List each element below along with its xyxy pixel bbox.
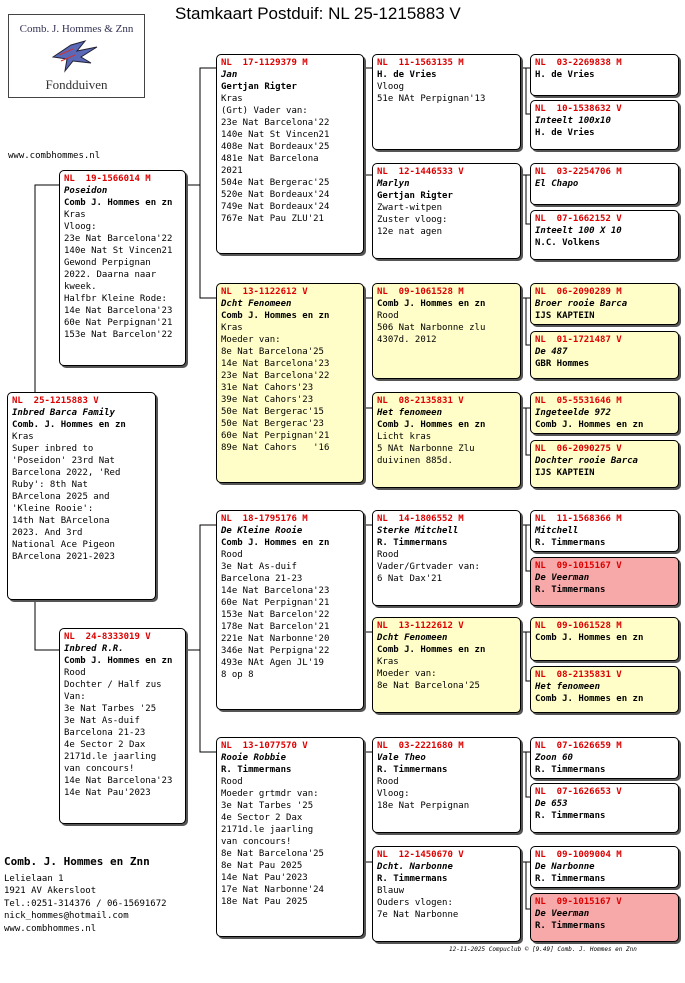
detail-line: 2022. Daarna naar [64, 270, 157, 280]
bird-name: Zoon 60 [535, 753, 573, 763]
bird-name: Dcht. Narbonne [377, 862, 453, 872]
detail-line: 23e Nat Barcelona'22 [221, 371, 330, 381]
detail-line: 14th Nat BArcelona [12, 516, 110, 526]
bird-card-main[interactable] [7, 392, 156, 600]
detail-line: 14e Nat Pau'2023 [221, 873, 308, 883]
detail-line: 140e Nat St Vincen21 [221, 130, 330, 140]
bird-name: De 487 [535, 347, 568, 357]
bird-details [64, 667, 181, 799]
bird-owner: R. Timmermans [377, 538, 448, 548]
detail-line: 39e Nat Cahors'23 [221, 395, 314, 405]
bird-name: Dcht Fenomeen [221, 299, 292, 309]
bird-card-fmm[interactable] [372, 392, 521, 488]
bird-name: Inbred Barca Family [12, 408, 115, 418]
bird-name: De Narbonne [535, 862, 595, 872]
detail-line: 'Kleine Rooie': [12, 504, 94, 514]
bird-owner: Gertjan Rigter [377, 191, 453, 201]
bird-owner: Gertjan Rigter [221, 82, 297, 92]
detail-line: Dochter / Half zus [64, 680, 162, 690]
detail-line: National Ace Pigeon [12, 540, 115, 550]
detail-line: Zwart-witpen [377, 203, 443, 213]
detail-line: 749e Nat Bordeaux'24 [221, 202, 330, 212]
bird-owner: H. de Vries [535, 70, 595, 80]
detail-line: Kras [64, 210, 86, 220]
detail-line: 'Poseidon' 23rd Nat [12, 456, 115, 466]
bird-details [377, 656, 516, 692]
bird-card-ffm[interactable] [372, 163, 521, 259]
bird-owner: Comb J. Hommes en zn [64, 198, 173, 208]
detail-line: 520e Nat Bordeaux'24 [221, 190, 330, 200]
detail-line: Kras [221, 323, 243, 333]
bird-details [377, 81, 516, 105]
website-link[interactable]: www.combhommes.nl [8, 151, 101, 161]
detail-line: 4307d. 2012 [377, 335, 437, 345]
bird-details [377, 885, 516, 921]
detail-line: Vloog: [377, 789, 410, 799]
bird-name: Vale Theo [377, 753, 426, 763]
detail-line: 4e Sector 2 Dax [221, 813, 303, 823]
detail-line: 12e nat agen [377, 227, 443, 237]
ring-number: NL 07-1626659 M [535, 741, 622, 751]
bird-card-g6[interactable] [530, 331, 679, 379]
ring-number: NL 03-2254706 M [535, 167, 622, 177]
detail-line: 3e Nat As-duif [221, 562, 297, 572]
detail-line: 2171d.le jaarling [221, 825, 314, 835]
bird-owner: R. Timmermans [535, 811, 606, 821]
detail-line: 51e NAt Perpignan'13 [377, 94, 486, 104]
bird-details [377, 431, 516, 467]
bird-owner: Comb J. Hommes en zn [535, 420, 644, 430]
bird-owner: Comb J. Hommes en zn [377, 420, 486, 430]
ring-number: NL 09-1015167 V [535, 897, 622, 907]
detail-line: 8e Nat Pau 2025 [221, 861, 303, 871]
detail-line: van concours! [221, 837, 292, 847]
ring-number: NL 06-2090275 V [535, 444, 622, 454]
detail-line: 8e Nat Barcelona'25 [221, 849, 324, 859]
bird-owner: H. de Vries [535, 128, 595, 138]
bird-name: Dcht Fenomeen [377, 633, 448, 643]
detail-line: 23e Nat Barcelona'22 [221, 118, 330, 128]
detail-line: 346e Nat Perpigna'22 [221, 646, 330, 656]
detail-line: Moeder van: [221, 335, 281, 345]
bird-owner: Comb J. Hommes en zn [377, 299, 486, 309]
detail-line: 2021 [221, 166, 243, 176]
ring-number: NL 07-1662152 V [535, 214, 622, 224]
bird-name: Sterke Mitchell [377, 526, 459, 536]
bird-owner: GBR Hommes [535, 359, 590, 369]
ring-number: NL 12-1446533 V [377, 167, 464, 177]
detail-line: 153e Nat Barcelon'22 [64, 330, 173, 340]
ring-number: NL 19-1566014 M [64, 174, 151, 184]
ring-number: NL 03-2221680 M [377, 741, 464, 751]
bird-name: De 653 [535, 799, 568, 809]
detail-line: 14e Nat Barcelona'23 [221, 586, 330, 596]
ring-number: NL 09-1015167 V [535, 561, 622, 571]
footer-credit: 12-11-2025 Compuclub © [9.49] Comb. J. Hommes en Znn [449, 946, 637, 953]
detail-line: 504e Nat Bergerac'25 [221, 178, 330, 188]
bird-name: Poseidon [64, 186, 108, 196]
logo-text-bottom: Fondduiven [45, 77, 108, 92]
bird-owner: R. Timmermans [377, 765, 448, 775]
ring-number: NL 25-1215883 V [12, 396, 99, 406]
bird-details [377, 202, 516, 238]
bird-details [64, 209, 181, 341]
detail-line: 8e Nat Barcelona'25 [221, 347, 324, 357]
ring-number: NL 13-1077570 V [221, 741, 308, 751]
detail-line: Rood [64, 668, 86, 678]
detail-line: Rood [377, 311, 399, 321]
bird-owner: R. Timmermans [535, 538, 606, 548]
detail-line: 481e Nat Barcelona [221, 154, 319, 164]
ring-number: NL 14-1806552 M [377, 514, 464, 524]
detail-line: 493e NAt Agen JL'19 [221, 658, 324, 668]
detail-line: Zuster vloog: [377, 215, 448, 225]
bird-card-mmf[interactable] [372, 737, 521, 833]
bird-name: Marlyn [377, 179, 410, 189]
bird-name: De Veerman [535, 573, 590, 583]
detail-line: van concours! [64, 764, 135, 774]
page-title: Stamkaart Postduif: NL 25-1215883 V [175, 4, 461, 23]
bird-details [221, 776, 359, 908]
detail-line: 3e Nat Tarbes '25 [221, 801, 314, 811]
bird-card-g1[interactable] [530, 54, 679, 96]
bird-name: Rooie Robbie [221, 753, 287, 763]
detail-line: 60e Nat Perpignan'21 [221, 431, 330, 441]
detail-line: 221e Nat Narbonne'20 [221, 634, 330, 644]
bird-owner: Comb J. Hommes en zn [64, 656, 173, 666]
detail-line: Moeder grtmdr van: [221, 789, 319, 799]
detail-line: 31e Nat Cahors'23 [221, 383, 314, 393]
owner-address: Lelielaan 1 [4, 873, 64, 884]
detail-line: Rood [377, 777, 399, 787]
bird-card-mother[interactable] [59, 628, 186, 824]
detail-line: Rood [221, 550, 243, 560]
bird-card-g3[interactable] [530, 163, 679, 205]
bird-details [377, 310, 516, 346]
detail-line: 18e Nat Pau 2025 [221, 897, 308, 907]
ring-number: NL 17-1129379 M [221, 58, 308, 68]
ring-number: NL 08-2135831 V [535, 670, 622, 680]
detail-line: Ruby': 8th Nat [12, 480, 88, 490]
detail-line: 17e Nat Narbonne'24 [221, 885, 324, 895]
ring-number: NL 03-2269838 M [535, 58, 622, 68]
detail-line: 3e Nat Tarbes '25 [64, 704, 157, 714]
detail-line: 60e Nat Perpignan'21 [221, 598, 330, 608]
owner-email[interactable]: nick_hommes@hotmail.com [4, 911, 129, 921]
bird-card-mm[interactable] [216, 737, 364, 937]
bird-card-g12[interactable] [530, 666, 679, 713]
detail-line: 89e Nat Cahors '16 [221, 443, 330, 453]
detail-line: 3e Nat As-duif [64, 716, 140, 726]
bird-owner: R. Timmermans [535, 921, 606, 931]
bird-card-fm[interactable] [216, 283, 364, 483]
bird-owner: Comb. J. Hommes en zn [12, 420, 126, 430]
bird-owner: IJS KAPTEIN [535, 311, 595, 321]
detail-line: 153e Nat Barcelon'22 [221, 610, 330, 620]
bird-name: Jan [221, 70, 238, 80]
bird-owner: R. Timmermans [535, 765, 606, 775]
bird-name: Het fenomeen [535, 682, 601, 692]
ring-number: NL 05-5531646 M [535, 396, 622, 406]
ring-number: NL 01-1721487 V [535, 335, 622, 345]
owner-phone: Tel.:0251-314376 / 06-15691672 [4, 898, 167, 909]
bird-owner: Comb J. Hommes en zn [535, 633, 644, 643]
detail-line: Super inbred to [12, 444, 94, 454]
bird-card-g8[interactable] [530, 440, 679, 488]
bird-details [377, 776, 516, 812]
detail-line: Gewond Perpignan [64, 258, 151, 268]
detail-line: Halfbr Kleine Rode: [64, 294, 167, 304]
bird-owner: R. Timmermans [377, 874, 448, 884]
detail-line: Vader/Grtvader van: [377, 562, 480, 572]
detail-line: 8 op 8 [221, 670, 254, 680]
bird-name: Inbred R.R. [64, 644, 124, 654]
ring-number: NL 12-1450670 V [377, 850, 464, 860]
detail-line: duivinen 885d. [377, 456, 453, 466]
detail-line: Moeder van: [377, 669, 437, 679]
detail-line: Barcelona 21-23 [221, 574, 303, 584]
detail-line: 178e Nat Barcelon'21 [221, 622, 330, 632]
detail-line: (Grt) Vader van: [221, 106, 308, 116]
detail-line: 506 Nat Narbonne zlu [377, 323, 486, 333]
owner-city: 1921 AV Akersloot [4, 886, 97, 896]
ring-number: NL 13-1122612 V [377, 621, 464, 631]
bird-card-g5[interactable] [530, 283, 679, 325]
detail-line: BArcelona 2021-2023 [12, 552, 115, 562]
detail-line: BArcelona 2025 and [12, 492, 110, 502]
detail-line: Blauw [377, 886, 405, 896]
detail-line: Vloog: [64, 222, 97, 232]
bird-name: De Veerman [535, 909, 590, 919]
detail-line: 5 NAt Narbonne Zlu [377, 444, 475, 454]
detail-line: 8e Nat Barcelona'25 [377, 681, 480, 691]
bird-details [377, 549, 516, 585]
ring-number: NL 18-1795176 M [221, 514, 308, 524]
detail-line: 2023. And 3rd [12, 528, 83, 538]
bird-owner: R. Timmermans [535, 874, 606, 884]
detail-line: Kras [221, 94, 243, 104]
bird-card-mf[interactable] [216, 510, 364, 710]
bird-card-fmf[interactable] [372, 283, 521, 379]
ring-number: NL 09-1061528 M [377, 287, 464, 297]
detail-line: 767e Nat Pau ZLU'21 [221, 214, 324, 224]
bird-card-ff[interactable] [216, 54, 364, 254]
bird-name: Inteelt 100 X 10 [535, 226, 622, 236]
bird-card-g16[interactable] [530, 893, 679, 942]
ring-number: NL 09-1061528 M [535, 621, 622, 631]
detail-line: Rood [221, 777, 243, 787]
bird-details [12, 431, 151, 563]
ring-number: NL 08-2135831 V [377, 396, 464, 406]
bird-card-g2[interactable] [530, 100, 679, 150]
bird-details [221, 322, 359, 454]
detail-line: 60e Nat Perpignan'21 [64, 318, 173, 328]
bird-name: De Kleine Rooie [221, 526, 303, 536]
bird-name: Inteelt 100x10 [535, 116, 611, 126]
ring-number: NL 11-1563135 M [377, 58, 464, 68]
bird-details [221, 549, 359, 681]
bird-owner: R. Timmermans [535, 585, 606, 595]
bird-owner: Comb J. Hommes en zn [377, 645, 486, 655]
detail-line: Rood [377, 550, 399, 560]
ring-number: NL 13-1122612 V [221, 287, 308, 297]
bird-owner: Comb J. Hommes en zn [221, 311, 330, 321]
bird-card-mmm[interactable] [372, 846, 521, 942]
bird-name: El Chapo [535, 179, 579, 189]
ring-number: NL 09-1009004 M [535, 850, 622, 860]
bird-card-g11[interactable] [530, 617, 679, 661]
detail-line: 18e Nat Perpignan [377, 801, 470, 811]
detail-line: 50e Nat Bergerac'23 [221, 419, 324, 429]
owner-info [4, 856, 167, 935]
bird-name: Broer rooie Barca [535, 299, 628, 309]
detail-line: 7e Nat Narbonne [377, 910, 459, 920]
bird-card-g15[interactable] [530, 846, 679, 888]
bird-card-fff[interactable] [372, 54, 521, 150]
bird-card-g7[interactable] [530, 392, 679, 434]
detail-line: 2171d.le jaarling [64, 752, 157, 762]
owner-name: Comb. J. Hommes en Znn [4, 855, 150, 868]
detail-line: 50e Nat Bergerac'15 [221, 407, 324, 417]
detail-line: 140e Nat St Vincen21 [64, 246, 173, 256]
detail-line: 14e Nat Barcelona'23 [64, 776, 173, 786]
detail-line: 4e Sector 2 Dax [64, 740, 146, 750]
detail-line: Barcelona 21-23 [64, 728, 146, 738]
detail-line: Vloog [377, 82, 405, 92]
bird-owner: N.C. Volkens [535, 238, 601, 248]
detail-line: 14e Nat Pau'2023 [64, 788, 151, 798]
bird-name: Mitchell [535, 526, 579, 536]
detail-line: kweek. [64, 282, 97, 292]
bird-owner: R. Timmermans [221, 765, 292, 775]
bird-owner: Comb J. Hommes en zn [221, 538, 330, 548]
bird-owner: Comb J. Hommes en zn [535, 694, 644, 704]
ring-number: NL 24-8333019 V [64, 632, 151, 642]
bird-card-father[interactable] [59, 170, 186, 366]
ring-number: NL 11-1568366 M [535, 514, 622, 524]
owner-website[interactable]: www.combhommes.nl [4, 923, 97, 934]
bird-name: Dochter rooie Barca [535, 456, 638, 466]
bird-card-g14[interactable] [530, 783, 679, 833]
bird-owner: IJS KAPTEIN [535, 468, 595, 478]
bird-owner: H. de Vries [377, 70, 437, 80]
detail-line: 408e Nat Bordeaux'25 [221, 142, 330, 152]
bird-card-mfm[interactable] [372, 617, 521, 713]
detail-line: 14e Nat Barcelona'23 [221, 359, 330, 369]
ring-number: NL 06-2090289 M [535, 287, 622, 297]
detail-line: 14e Nat Barcelona'23 [64, 306, 173, 316]
detail-line: Van: [64, 692, 86, 702]
detail-line: 6 Nat Dax'21 [377, 574, 443, 584]
detail-line: Kras [12, 432, 34, 442]
detail-line: Kras [377, 657, 399, 667]
ring-number: NL 10-1538632 V [535, 104, 622, 114]
ring-number: NL 07-1626653 V [535, 787, 622, 797]
bird-card-g9[interactable] [530, 510, 679, 552]
bird-details [221, 93, 359, 225]
bird-name: Het fenomeen [377, 408, 443, 418]
bird-card-g13[interactable] [530, 737, 679, 779]
detail-line: 23e Nat Barcelona'22 [64, 234, 173, 244]
bird-card-g10[interactable] [530, 557, 679, 606]
bird-name: Ingeteelde 972 [535, 408, 611, 418]
bird-card-g4[interactable] [530, 210, 679, 260]
logo-text-top: Comb. J. Hommes & Znn [19, 23, 134, 35]
detail-line: Barcelona 2022, 'Red [12, 468, 121, 478]
detail-line: Ouders vlogen: [377, 898, 453, 908]
detail-line: Licht kras [377, 432, 432, 442]
bird-card-mff[interactable] [372, 510, 521, 606]
